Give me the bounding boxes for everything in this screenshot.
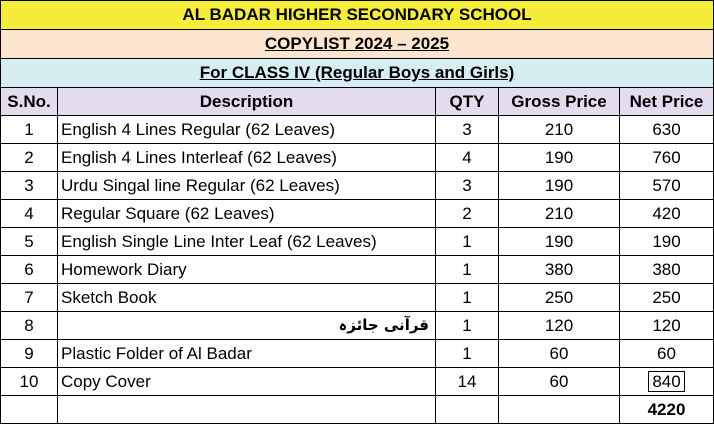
row-sno: 4 — [1, 200, 58, 228]
row-net-price: 420 — [620, 200, 714, 228]
table-row — [1, 116, 714, 144]
row-qty: 1 — [436, 340, 499, 368]
row-description: Plastic Folder of Al Badar — [58, 340, 436, 368]
row-sno: 3 — [1, 172, 58, 200]
row-sno: 8 — [1, 312, 58, 340]
total-blank-sno — [1, 396, 58, 424]
table-row — [1, 228, 714, 256]
grand-total: 4220 — [620, 396, 714, 424]
row-qty: 1 — [436, 228, 499, 256]
school-title-row — [1, 1, 714, 30]
row-description: Urdu Singal line Regular (62 Leaves) — [58, 172, 436, 200]
row-description: Homework Diary — [58, 256, 436, 284]
row-net-price: 760 — [620, 144, 714, 172]
row-description: Regular Square (62 Leaves) — [58, 200, 436, 228]
total-row — [1, 396, 714, 424]
total-blank-gross — [499, 396, 620, 424]
row-gross-price: 60 — [499, 368, 620, 396]
row-sno: 7 — [1, 284, 58, 312]
row-description: Sketch Book — [58, 284, 436, 312]
header-net-price: Net Price — [620, 88, 714, 116]
table-row — [1, 340, 714, 368]
row-net-price: 120 — [620, 312, 714, 340]
table-row — [1, 172, 714, 200]
row-sno: 9 — [1, 340, 58, 368]
class-title-row — [1, 59, 714, 88]
row-net-price: 630 — [620, 116, 714, 144]
row-sno: 5 — [1, 228, 58, 256]
row-description: English 4 Lines Interleaf (62 Leaves) — [58, 144, 436, 172]
class-title: For CLASS IV (Regular Boys and Girls) — [1, 59, 714, 88]
row-net-price — [620, 368, 714, 396]
header-description: Description — [58, 88, 436, 116]
row-qty: 4 — [436, 144, 499, 172]
row-gross-price: 120 — [499, 312, 620, 340]
table-row — [1, 144, 714, 172]
copylist-title-row — [1, 30, 714, 59]
table-header-row — [1, 88, 714, 116]
boxed-net-price: 840 — [648, 371, 684, 392]
row-net-price: 190 — [620, 228, 714, 256]
row-gross-price: 190 — [499, 144, 620, 172]
row-sno: 1 — [1, 116, 58, 144]
copylist-title: COPYLIST 2024 – 2025 — [1, 30, 714, 59]
header-gross-price: Gross Price — [499, 88, 620, 116]
row-qty: 1 — [436, 284, 499, 312]
row-description: Copy Cover — [58, 368, 436, 396]
row-sno: 6 — [1, 256, 58, 284]
row-qty: 3 — [436, 116, 499, 144]
total-blank-description — [58, 396, 436, 424]
row-qty: 1 — [436, 312, 499, 340]
row-description: English Single Line Inter Leaf (62 Leaves) — [58, 228, 436, 256]
row-gross-price: 210 — [499, 200, 620, 228]
row-net-price: 250 — [620, 284, 714, 312]
row-gross-price: 250 — [499, 284, 620, 312]
row-sno: 2 — [1, 144, 58, 172]
table-row — [1, 200, 714, 228]
row-qty: 2 — [436, 200, 499, 228]
header-sno: S.No. — [1, 88, 58, 116]
row-gross-price: 380 — [499, 256, 620, 284]
table-row — [1, 312, 714, 340]
row-qty: 1 — [436, 256, 499, 284]
row-gross-price: 190 — [499, 172, 620, 200]
row-qty: 14 — [436, 368, 499, 396]
row-net-price: 60 — [620, 340, 714, 368]
row-gross-price: 210 — [499, 116, 620, 144]
row-gross-price: 60 — [499, 340, 620, 368]
header-qty: QTY — [436, 88, 499, 116]
table-row — [1, 368, 714, 396]
row-description: English 4 Lines Regular (62 Leaves) — [58, 116, 436, 144]
row-qty: 3 — [436, 172, 499, 200]
row-gross-price: 190 — [499, 228, 620, 256]
total-blank-qty — [436, 396, 499, 424]
row-description: قرآنی جائزہ — [58, 312, 436, 340]
row-net-price: 570 — [620, 172, 714, 200]
table-row — [1, 256, 714, 284]
row-net-price: 380 — [620, 256, 714, 284]
row-sno: 10 — [1, 368, 58, 396]
school-name: AL BADAR HIGHER SECONDARY SCHOOL — [1, 1, 714, 30]
table-row — [1, 284, 714, 312]
